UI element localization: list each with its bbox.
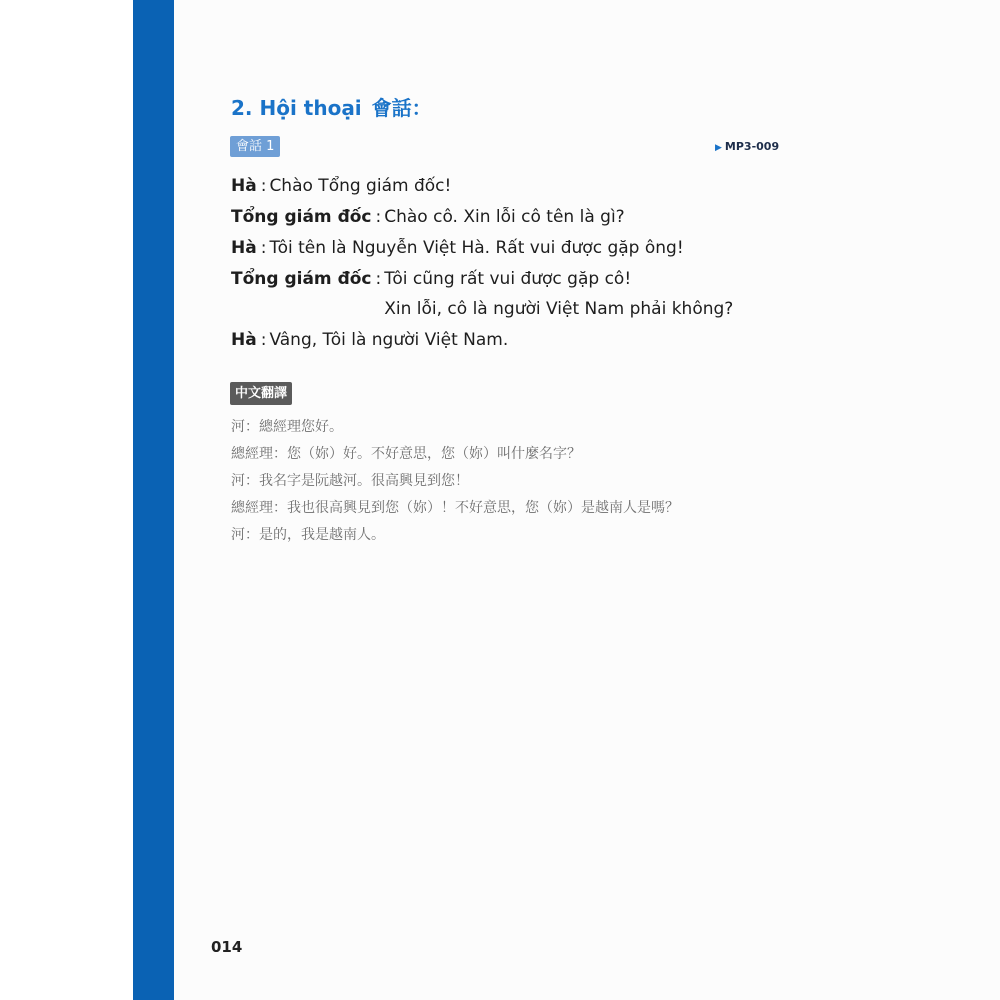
speaker: Hà (231, 330, 257, 350)
utterance: Tôi tên là Nguyễn Việt Hà. Rất vui được gặp ông! (269, 238, 684, 258)
colon: : (260, 176, 267, 196)
speaker: Hà (231, 238, 257, 258)
section-title (231, 92, 432, 121)
translation-line: 總經理：您（妳）好。不好意思，您（妳）叫什麼名字？ (231, 446, 581, 462)
colon: : (260, 330, 267, 350)
translation (231, 418, 791, 553)
speaker: Tổng giám đốc (231, 269, 372, 289)
dialogue-line (231, 268, 751, 320)
translation-tag: 中文翻譯 (230, 382, 292, 405)
colon: : (375, 207, 382, 227)
translation-line: 總經理：我也很高興見到您（妳）！不好意思，您（妳）是越南人是嗎？ (231, 500, 679, 516)
colon: : (375, 269, 382, 289)
audio-track (715, 140, 779, 153)
speaker: Hà (231, 176, 257, 196)
utterance: Chào cô. Xin lỗi cô tên là gì? (384, 207, 625, 227)
utterance: Vâng, Tôi là người Việt Nam. (269, 330, 509, 350)
section-title-zh: 會話： (371, 96, 432, 120)
play-icon: ▶ (715, 143, 722, 153)
conversation-tag: 會話 1 (230, 136, 280, 157)
translation-line: 河：是的，我是越南人。 (231, 527, 385, 543)
section-title-vi: 2. Hội thoại (231, 96, 362, 120)
dialogue (231, 175, 751, 360)
translation-line: 河：總經理您好。 (231, 419, 343, 435)
translation-line: 河：我名字是阮越河。很高興見到您！ (231, 473, 469, 489)
colon: : (260, 238, 267, 258)
side-bar (133, 0, 174, 1000)
dialogue-line (231, 237, 751, 259)
utterance: Tôi cũng rất vui được gặp cô! Xin lỗi, cô là người Việt Nam phải không? (384, 269, 734, 319)
speaker: Tổng giám đốc (231, 207, 372, 227)
page-number: 014 (211, 938, 243, 956)
utterance: Chào Tổng giám đốc! (269, 176, 452, 196)
dialogue-line (231, 329, 751, 351)
audio-track-label: MP3-009 (724, 140, 780, 153)
dialogue-line (231, 206, 751, 228)
dialogue-line (231, 175, 751, 197)
